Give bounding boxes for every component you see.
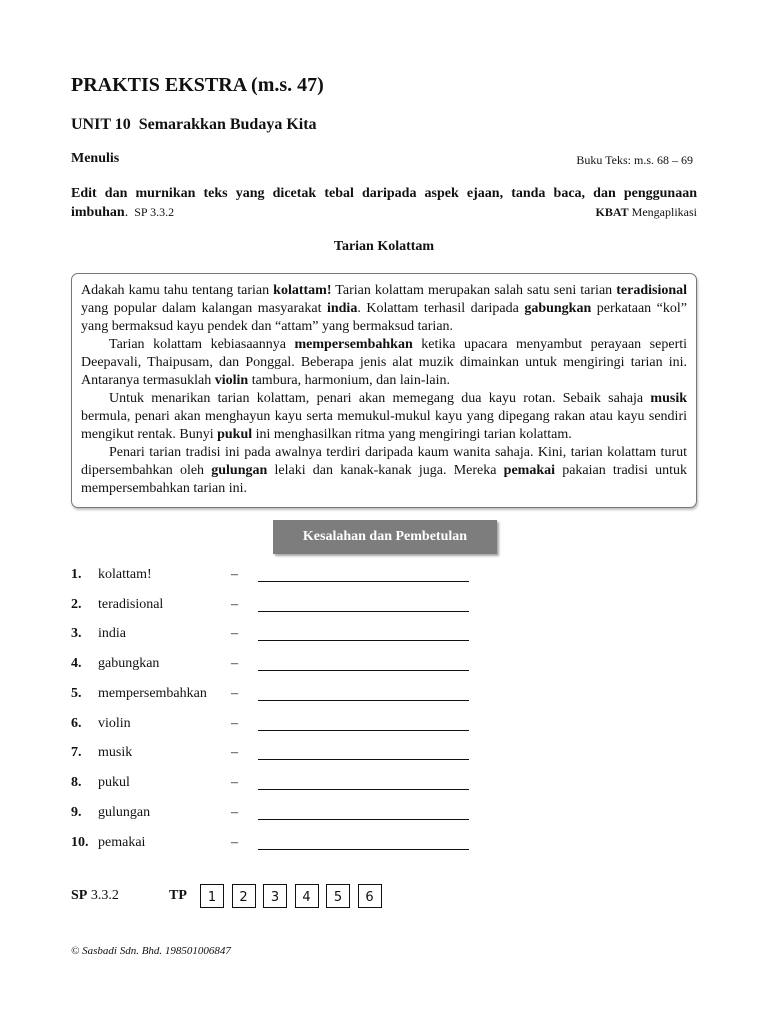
passage-paragraph — [81, 444, 687, 498]
dash: – — [231, 567, 238, 582]
error-word: india — [98, 626, 126, 641]
corrections-heading: Kesalahan dan Pembetulan — [273, 520, 497, 554]
item-number: 1. — [71, 567, 82, 582]
footer-sp-value: 3.3.2 — [90, 888, 119, 903]
answer-line[interactable] — [258, 670, 469, 671]
error-word: pemakai — [98, 835, 146, 850]
answer-line[interactable] — [258, 819, 469, 820]
instructions — [71, 185, 697, 222]
highlighted-error-word: teradisional — [616, 283, 688, 298]
passage-text: Adakah kamu tahu tentang tarian — [81, 283, 274, 298]
dash: – — [231, 805, 238, 820]
dash: – — [231, 686, 238, 701]
answer-line[interactable] — [258, 730, 469, 731]
section-label: Menulis — [71, 151, 120, 166]
passage-text: tambura, harmonium, dan lain-lain. — [248, 373, 450, 388]
dash: – — [231, 745, 238, 760]
answer-line[interactable] — [258, 789, 469, 790]
passage-paragraph — [81, 282, 687, 336]
instruction-sp: SP 3.3.2 — [134, 205, 175, 219]
unit-label: UNIT 10 — [71, 116, 131, 133]
tp-level-box[interactable]: 4 — [295, 884, 319, 908]
error-word: teradisional — [98, 597, 164, 612]
passage-text: bermula, penari akan menghayun kayu serta memukul-mukul kayu yang dipegang rakan atau kayu sendiri mengikut rentak. Bunyi — [81, 409, 687, 442]
passage-box — [71, 273, 697, 508]
copyright: © Sasbadi Sdn. Bhd. 198501006847 — [71, 945, 231, 957]
item-number: 5. — [71, 686, 82, 701]
footer-sp — [71, 888, 119, 904]
answer-line[interactable] — [258, 700, 469, 701]
dash: – — [231, 626, 238, 641]
tp-label: TP — [169, 888, 187, 903]
passage-text: Penari tarian tradisi ini pada awalnya terdiri daripada kaum wanita sahaja. Kini, tarian kolattam turut dipersembahkan oleh — [81, 445, 687, 478]
passage-text: Untuk menarikan tarian kolattam, penari akan memegang dua kayu rotan. Sebaik sahaja — [109, 391, 651, 406]
highlighted-error-word: kolattam! — [273, 283, 332, 298]
instruction-period: . — [124, 205, 129, 220]
passage-paragraph — [81, 336, 687, 390]
tp-level-box[interactable]: 6 — [358, 884, 382, 908]
item-number: 7. — [71, 745, 82, 760]
kbat-label: KBAT — [595, 205, 629, 219]
highlighted-error-word: gulungan — [211, 463, 268, 478]
tp-level-box[interactable]: 5 — [326, 884, 350, 908]
highlighted-error-word: pukul — [217, 427, 253, 442]
tp-level-box[interactable]: 2 — [232, 884, 256, 908]
error-word: kolattam! — [98, 567, 152, 582]
instruction-text: Edit dan murnikan teks yang dicetak tebal daripada aspek ejaan, tanda baca, dan penggunaan imbuhan — [71, 186, 697, 220]
passage-text: ketika upacara menyambut perayaan seperti Deepavali, Thaipusam, dan Ponggal. Beberapa jenis alat muzik dimainkan untuk mengiringi tarian ini. Antaranya termasuklah — [81, 337, 688, 388]
page-title: PRAKTIS EKSTRA (m.s. 47) — [71, 74, 324, 96]
highlighted-error-word: gabungkan — [524, 301, 592, 316]
item-number: 9. — [71, 805, 82, 820]
unit-title: Semarakkan Budaya Kita — [138, 116, 317, 133]
dash: – — [231, 835, 238, 850]
passage-text: yang popular dalam kalangan masyarakat — [81, 301, 327, 316]
passage-text: Tarian kolattam kebiasaannya — [109, 337, 295, 352]
passage-title: Tarian Kolattam — [333, 239, 435, 254]
item-number: 10. — [71, 835, 89, 850]
passage-text: perkataan “kol” yang bermaksud kayu pendek dan “attam” yang bermaksud tarian. — [81, 301, 687, 334]
dash: – — [231, 656, 238, 671]
answer-line[interactable] — [258, 849, 469, 850]
highlighted-error-word: mempersembahkan — [294, 337, 413, 352]
item-number: 3. — [71, 626, 82, 641]
item-number: 8. — [71, 775, 82, 790]
error-word: musik — [98, 745, 133, 760]
highlighted-error-word: india — [326, 301, 358, 316]
dash: – — [231, 597, 238, 612]
passage-text: ini menghasilkan ritma yang mengiringi tarian kolattam. — [252, 427, 572, 442]
textbook-reference: Buku Teks: m.s. 68 – 69 — [576, 153, 693, 167]
item-number: 2. — [71, 597, 82, 612]
kbat-value: Mengaplikasi — [631, 205, 697, 219]
answer-line[interactable] — [258, 759, 469, 760]
highlighted-error-word: musik — [650, 391, 687, 406]
unit-heading — [71, 116, 317, 134]
item-number: 6. — [71, 716, 82, 731]
passage-text: . Kolattam terhasil daripada — [357, 301, 525, 316]
passage-text: pakaian tradisi untuk mempersembahkan tarian ini. — [81, 463, 687, 496]
error-word: gulungan — [98, 805, 151, 820]
passage-text: Tarian kolattam merupakan salah satu seni tarian — [331, 283, 617, 298]
passage-paragraph — [81, 390, 687, 444]
highlighted-error-word: violin — [214, 373, 249, 388]
item-number: 4. — [71, 656, 82, 671]
highlighted-error-word: pemakai — [503, 463, 555, 478]
error-word: mempersembahkan — [98, 686, 207, 701]
error-word: pukul — [98, 775, 130, 790]
error-word: gabungkan — [98, 656, 160, 671]
kbat-tag — [596, 203, 697, 221]
dash: – — [231, 716, 238, 731]
error-word: violin — [98, 716, 131, 731]
passage-text: lelaki dan kanak-kanak juga. Mereka — [267, 463, 504, 478]
answer-line[interactable] — [258, 611, 469, 612]
footer-sp-label: SP — [71, 888, 88, 903]
tp-level-box[interactable]: 1 — [200, 884, 224, 908]
tp-level-box[interactable]: 3 — [263, 884, 287, 908]
answer-line[interactable] — [258, 581, 469, 582]
answer-line[interactable] — [258, 640, 469, 641]
dash: – — [231, 775, 238, 790]
